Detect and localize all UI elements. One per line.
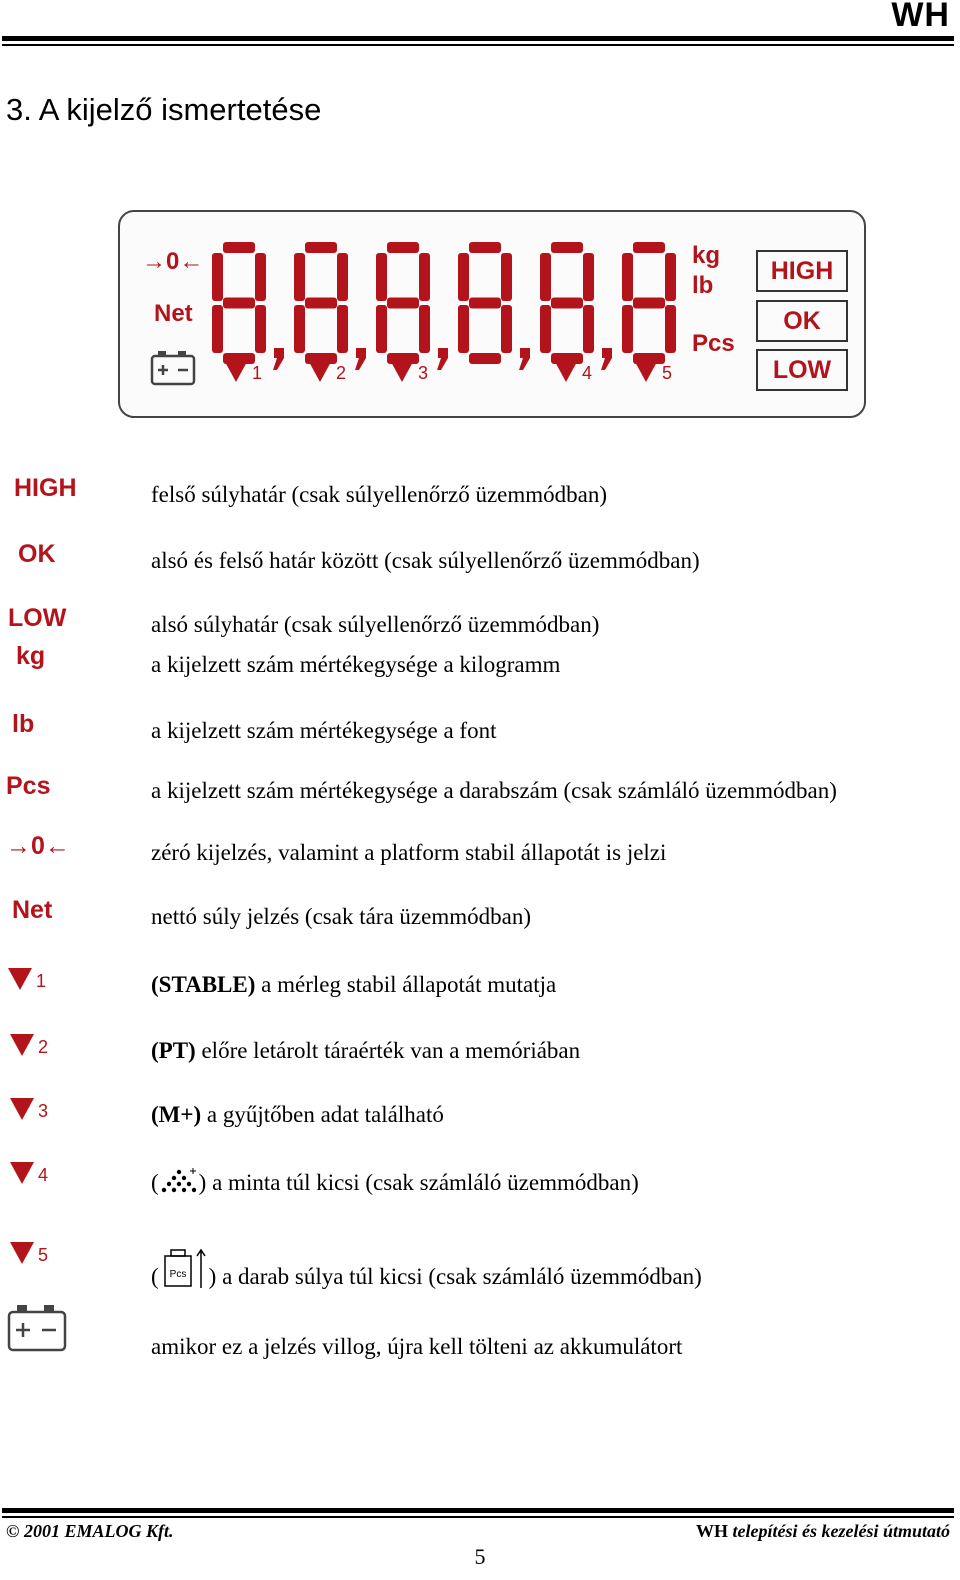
legend-symbol: lb: [12, 710, 35, 738]
digit-segment: [501, 253, 512, 301]
indicator-2: 2: [308, 360, 346, 382]
seven-segment-digits: [212, 242, 682, 377]
digit-segment: [419, 305, 430, 353]
legend-text: ( Pcs ) a darab súlya túl kicsi (csak számláló üzemmódban): [151, 1246, 702, 1292]
legend-symbol: →0←: [6, 832, 70, 860]
legend-text: (PT) előre letárolt táraérték van a memóriában: [151, 1038, 581, 1063]
indicator-5-icon: 5: [10, 1242, 48, 1264]
digit-segment: [387, 242, 419, 253]
digit-segment: [376, 305, 387, 353]
digit-segment: [212, 305, 223, 353]
svg-text:Pcs: Pcs: [169, 1269, 187, 1280]
digit-segment: [223, 242, 255, 253]
digit-segment: [337, 305, 348, 353]
brand-logo: WH: [891, 0, 950, 34]
legend-symbol: kg: [16, 642, 46, 670]
digit-separator: [519, 348, 530, 370]
box-low: LOW: [756, 349, 848, 391]
digit-segment: [212, 253, 223, 301]
digit-segment: [294, 253, 305, 301]
legend-text: a kijelzett szám mértékegysége a font: [151, 718, 497, 743]
legend-text: amikor ez a jelzés villog, újra kell tölteni az akkumulátort: [151, 1334, 683, 1359]
digit-segment: [583, 305, 594, 353]
header-rule-thin: [2, 44, 954, 46]
digit-segment: [583, 253, 594, 301]
digit-segment: [458, 253, 469, 301]
legend-text: alsó és felső határ között (csak súlyellenőrző üzemmódban): [151, 548, 700, 573]
digit-segment: [255, 305, 266, 353]
footer-rule-thin: [2, 1516, 954, 1518]
digit-segment: [540, 253, 551, 301]
digit-segment: [622, 305, 633, 353]
digit-segment: [294, 305, 305, 353]
page-number: 5: [474, 1544, 486, 1569]
box-ok: OK: [756, 300, 848, 342]
display-panel: [118, 210, 866, 418]
header-rule: [2, 36, 954, 41]
legend-symbol: OK: [18, 540, 56, 568]
piece-weight-icon: [159, 1246, 209, 1292]
digit-segment: [665, 253, 676, 301]
digit-segment: [551, 298, 583, 309]
digit-separator: [601, 348, 612, 370]
digit-segment: [458, 305, 469, 353]
indicator-4-icon: 4: [10, 1162, 48, 1184]
legend-text: (STABLE) a mérleg stabil állapotát mutatja: [151, 972, 557, 997]
footer-copyright: © 2001 EMALOG Kft.: [6, 1521, 174, 1541]
footer-rule: [2, 1508, 954, 1513]
digit-segment: [469, 353, 501, 364]
legend-symbol: HIGH: [14, 474, 77, 502]
digit-segment: [255, 253, 266, 301]
legend-symbol: Pcs: [6, 772, 51, 800]
digit-separator: [437, 348, 448, 370]
indicator-3: 3: [390, 360, 428, 382]
zero-indicator: →0←: [142, 248, 204, 275]
digit-segment: [337, 253, 348, 301]
digit-segment: [622, 253, 633, 301]
legend-symbol: LOW: [8, 604, 67, 632]
digit-segment: [223, 298, 255, 309]
digit-segment: [305, 242, 337, 253]
digit-segment: [419, 253, 430, 301]
unit-lb: lb: [692, 272, 714, 299]
digit-segment: [501, 305, 512, 353]
legend-text: zéró kijelzés, valamint a platform stabil állapotát is jelzi: [151, 840, 667, 865]
indicator-1-icon: 1: [8, 968, 46, 990]
legend-text: felső súlyhatár (csak súlyellenőrző üzemmódban): [151, 482, 608, 507]
legend-text: alsó súlyhatár (csak súlyellenőrző üzemmódban): [151, 612, 600, 637]
digit-separator: [355, 348, 366, 370]
digit-segment: [469, 298, 501, 309]
indicator-2-icon: 2: [10, 1034, 48, 1056]
legend-text: a kijelzett szám mértékegysége a darabszám (csak számláló üzemmódban): [151, 778, 837, 803]
digit-segment: [376, 253, 387, 301]
digit-separator: [273, 348, 284, 370]
legend-text: (M+) a gyűjtőben adat található: [151, 1102, 444, 1127]
box-high: HIGH: [756, 250, 848, 292]
battery-icon: [6, 1302, 68, 1354]
digit-segment: [633, 242, 665, 253]
indicator-4: 4: [554, 360, 592, 382]
digit-segment: [540, 305, 551, 353]
indicator-1: 1: [224, 360, 262, 382]
net-indicator: Net: [154, 300, 193, 327]
legend-symbol: Net: [12, 896, 53, 924]
battery-icon: [150, 348, 198, 388]
digit-segment: [469, 242, 501, 253]
indicator-3-icon: 3: [10, 1098, 48, 1120]
legend-text: a kijelzett szám mértékegysége a kilogramm: [151, 652, 561, 677]
unit-pcs: Pcs: [692, 330, 735, 357]
sample-dots-icon: [159, 1166, 199, 1196]
indicator-5: 5: [634, 360, 672, 382]
legend-text: nettó súly jelzés (csak tára üzemmódban): [151, 904, 531, 929]
digit-segment: [551, 242, 583, 253]
digit-segment: [665, 305, 676, 353]
digit-segment: [305, 298, 337, 309]
footer-manual-title: WH telepítési és kezelési útmutató: [696, 1521, 950, 1541]
digit-segment: [387, 298, 419, 309]
digit-segment: [633, 298, 665, 309]
legend-text: ( ) a minta túl kicsi (csak számláló üzemmódban): [151, 1166, 639, 1196]
page-title: 3. A kijelző ismertetése: [6, 92, 322, 127]
unit-kg: kg: [692, 242, 721, 269]
